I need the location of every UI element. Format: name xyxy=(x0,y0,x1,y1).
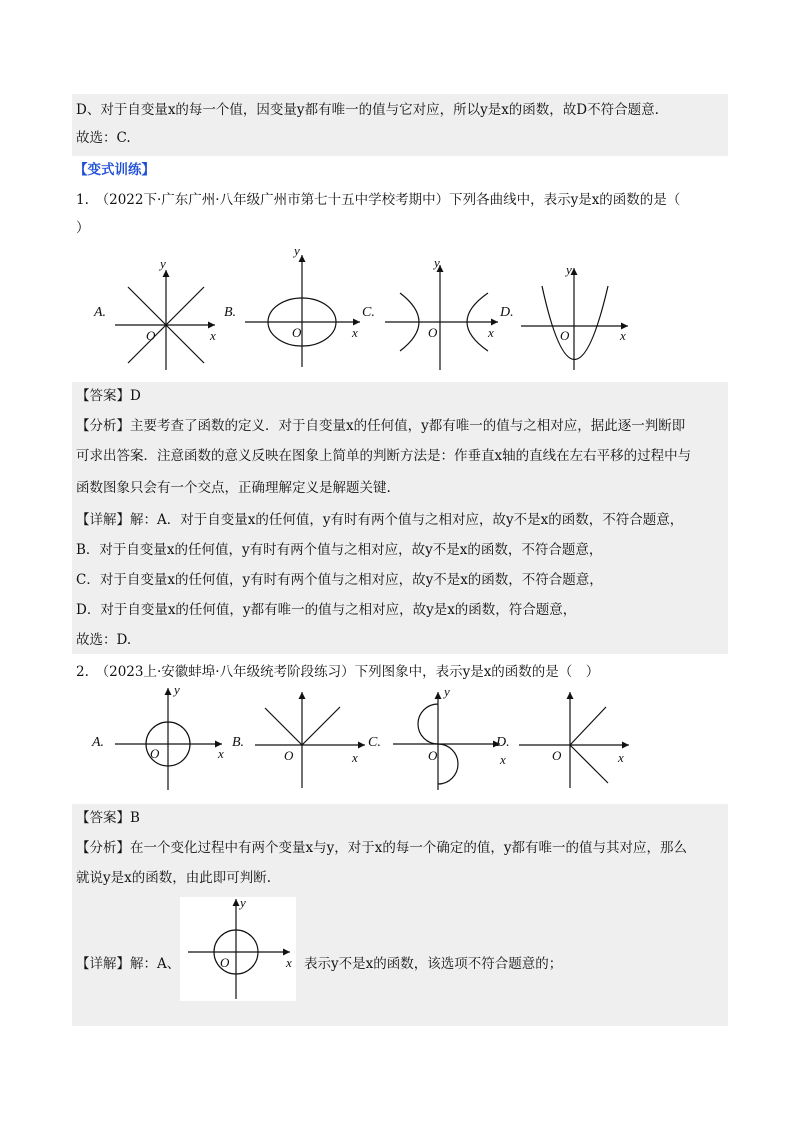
q2-graph-c xyxy=(388,682,513,792)
q2-detail-y-label: y xyxy=(240,895,246,910)
q2-analysis-1: 【分析】在一个变化过程中有两个变量x与y，对于x的每一个确定的值，y都有唯一的值与其对应，那么 xyxy=(76,840,687,856)
q1-option-a-label: A. xyxy=(94,305,107,320)
q1a-origin-label: O xyxy=(146,328,156,343)
q1-stem-close: ） xyxy=(76,220,90,236)
q1-detail-b: B．对于自变量x的任何值，y有时有两个值与之相对应，故y不是x的函数，不符合题意， xyxy=(76,542,603,558)
prev-answer-choice: 故选：C. xyxy=(76,130,131,146)
prev-answer-line-d: D、对于自变量x的每一个值，因变量y都有唯一的值与它对应，所以y是x的函数，故D不符合题意. xyxy=(76,102,659,118)
q2c-y-label: y xyxy=(444,684,450,699)
q1d-x-label: x xyxy=(620,328,626,343)
q2a-origin-label: O xyxy=(150,746,160,761)
q1-answer: 【答案】D xyxy=(76,388,141,404)
q1d-origin-label: O xyxy=(560,328,570,343)
q1-graph-a xyxy=(110,256,225,380)
q1-detail-a: 【详解】解：A．对于自变量x的任何值，y有时有两个值与之相对应，故y不是x的函数，不符合题意， xyxy=(76,512,684,528)
q2-option-a-label: A. xyxy=(92,735,105,750)
q1-analysis-3: 函数图象只会有一个交点，正确理解定义是解题关键. xyxy=(76,480,391,496)
section-title: 【变式训练】 xyxy=(74,162,155,178)
q1c-x-label: x xyxy=(488,325,494,340)
q1-graph-b xyxy=(240,245,365,370)
q2d-origin-label: O xyxy=(552,748,562,763)
q1d-y-label: y xyxy=(566,262,572,277)
q2c-origin-label: O xyxy=(428,748,438,763)
q2-detail-origin-label: O xyxy=(220,955,230,970)
q1-graph-c xyxy=(380,255,505,375)
q1-detail-c: C．对于自变量x的任何值，y有时有两个值与之相对应，故y不是x的函数，不符合题意， xyxy=(76,572,603,588)
q1c-origin-label: O xyxy=(428,325,438,340)
q2-answer: 【答案】B xyxy=(76,810,140,826)
q2-analysis-2: 就说y是x的函数，由此即可判断. xyxy=(76,870,272,886)
q1-stem: 1. （2022下·广东广州·八年级广州市第七十五中学校考期中）下列各曲线中，表示y是x的函数的是（ xyxy=(76,192,681,208)
q2-graph-a xyxy=(110,682,230,792)
q1-analysis-2: 可求出答案．注意函数的意义反映在图象上简单的判断方法是：作垂直x轴的直线在左右平移的过程中与 xyxy=(76,448,692,464)
q2b-x-label: x xyxy=(352,750,358,765)
q1-option-d-label: D. xyxy=(500,305,514,320)
q2-graph-d xyxy=(514,690,634,795)
q2b-origin-label: O xyxy=(284,748,294,763)
q2-stem: 2. （2023上·安徽蚌埠·八年级统考阶段练习）下列图象中，表示y是x的函数的是（ ） xyxy=(76,664,600,680)
q2a-x-label: x xyxy=(218,746,224,761)
q1c-y-label: y xyxy=(434,255,440,270)
q2d-x-label: x xyxy=(618,750,624,765)
q1-option-b-label: B. xyxy=(224,305,237,320)
q1-detail-d: D．对于自变量x的任何值，y都有唯一的值与之相对应，故y是x的函数，符合题意， xyxy=(76,602,577,618)
q1a-y-label: y xyxy=(160,256,166,271)
q1a-x-label: x xyxy=(210,328,216,343)
q1b-y-label: y xyxy=(294,243,300,258)
q1-option-c-label: C. xyxy=(362,305,375,320)
q2-detail-graph xyxy=(180,897,296,1001)
q1-choice: 故选：D. xyxy=(76,632,132,648)
q2-detail-suffix: 表示y不是x的函数，该选项不符合题意的； xyxy=(304,956,563,972)
q1b-x-label: x xyxy=(352,325,358,340)
q2-option-c-label: C. xyxy=(368,735,381,750)
q1b-origin-label: O xyxy=(292,325,302,340)
q2-detail-prefix: 【详解】解：A、 xyxy=(76,956,181,972)
q2-graph-b xyxy=(250,690,370,795)
q2-option-b-label: B. xyxy=(232,735,245,750)
q2c-x-label: x xyxy=(500,752,506,767)
q1-graph-d xyxy=(516,258,636,378)
q2-detail-x-label: x xyxy=(286,955,292,970)
q2-option-d-label: D. xyxy=(496,735,510,750)
q1-analysis-1: 【分析】主要考查了函数的定义．对于自变量x的任何值，y都有唯一的值与之相对应，据此逐一判断即 xyxy=(76,418,686,434)
q2a-y-label: y xyxy=(174,682,180,697)
